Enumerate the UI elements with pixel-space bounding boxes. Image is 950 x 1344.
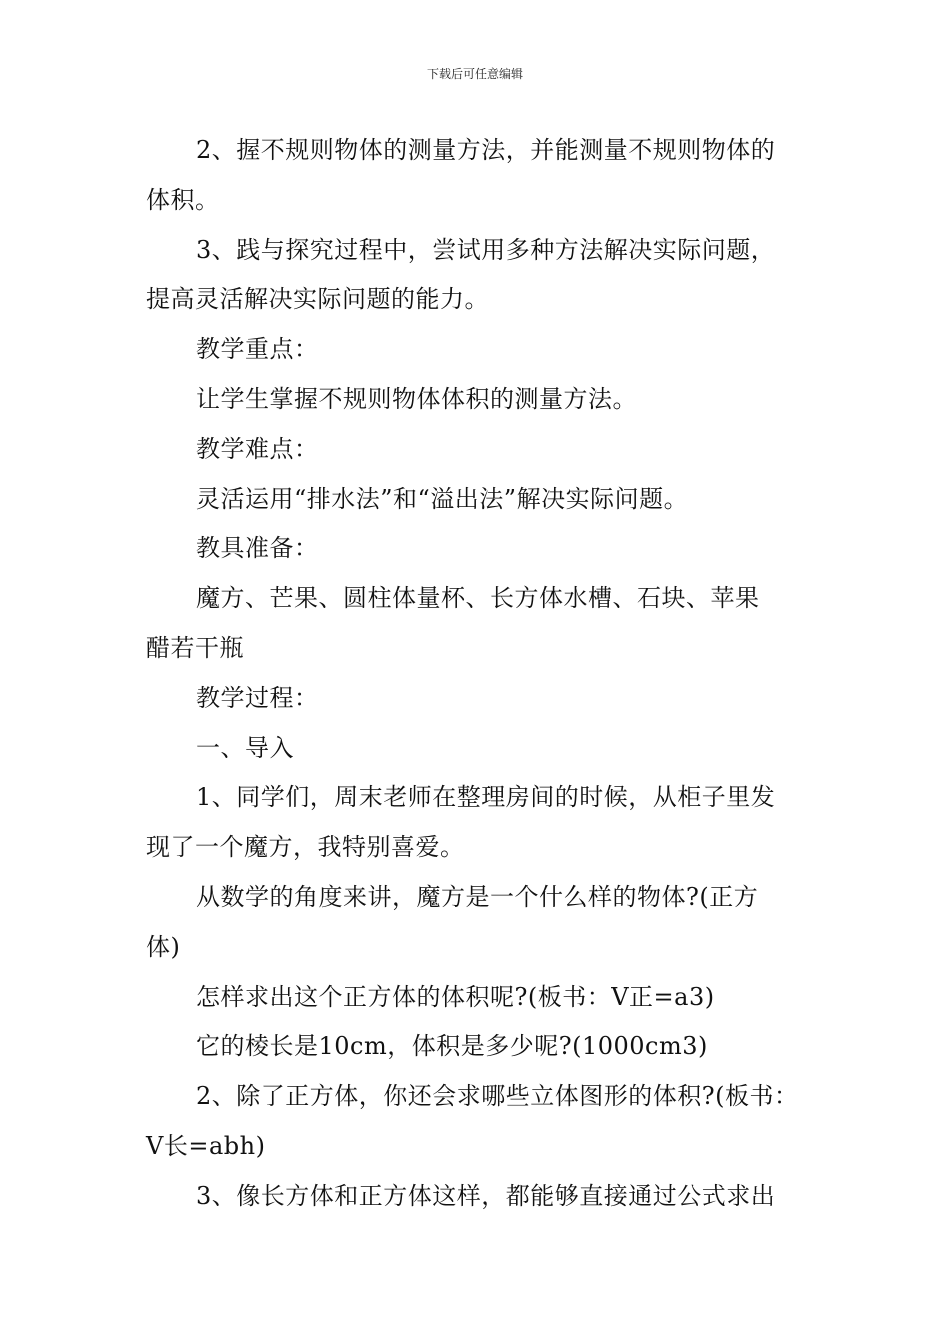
paragraph-line: 魔方、芒果、圆柱体量杯、长方体水槽、石块、苹果 xyxy=(196,584,760,613)
paragraph-line: 从数学的角度来讲，魔方是一个什么样的物体?(正方 xyxy=(196,882,759,911)
section-heading: 教学重点： xyxy=(196,335,319,364)
paragraph-line: 它的棱长是10cm，体积是多少呢?(1000cm3) xyxy=(196,1032,708,1061)
document-body xyxy=(146,126,832,1222)
section-heading: 教学过程： xyxy=(196,683,319,712)
paragraph-line: 提高灵活解决实际问题的能力。 xyxy=(146,285,489,314)
paragraph-line: 体) xyxy=(146,932,181,961)
paragraph-line: 灵活运用“排水法”和“溢出法”解决实际问题。 xyxy=(196,484,689,513)
paragraph-line: V长=abh) xyxy=(146,1131,266,1160)
paragraph-line: 怎样求出这个正方体的体积呢?(板书：V正=a3) xyxy=(196,982,715,1011)
paragraph-line: 2、除了正方体，你还会求哪些立体图形的体积?(板书： xyxy=(196,1082,799,1111)
section-heading: 教具准备： xyxy=(196,534,319,563)
paragraph-line: 现了一个魔方，我特别喜爱。 xyxy=(146,833,465,862)
paragraph-line: 3、像长方体和正方体这样，都能够直接通过公式求出 xyxy=(196,1181,776,1210)
section-heading: 教学难点： xyxy=(196,434,319,463)
section-heading: 一、导入 xyxy=(196,733,294,762)
paragraph-line: 让学生掌握不规则物体体积的测量方法。 xyxy=(196,384,637,413)
paragraph-line: 醋若干瓶 xyxy=(146,633,244,662)
paragraph-line: 2、握不规则物体的测量方法，并能测量不规则物体的 xyxy=(196,136,776,164)
page-header: 下载后可任意编辑 xyxy=(426,67,523,81)
paragraph-line: 3、践与探究过程中，尝试用多种方法解决实际问题， xyxy=(196,235,776,264)
paragraph-line: 体积。 xyxy=(146,185,220,214)
paragraph-line: 1、同学们，周末老师在整理房间的时候，从柜子里发 xyxy=(196,783,776,812)
